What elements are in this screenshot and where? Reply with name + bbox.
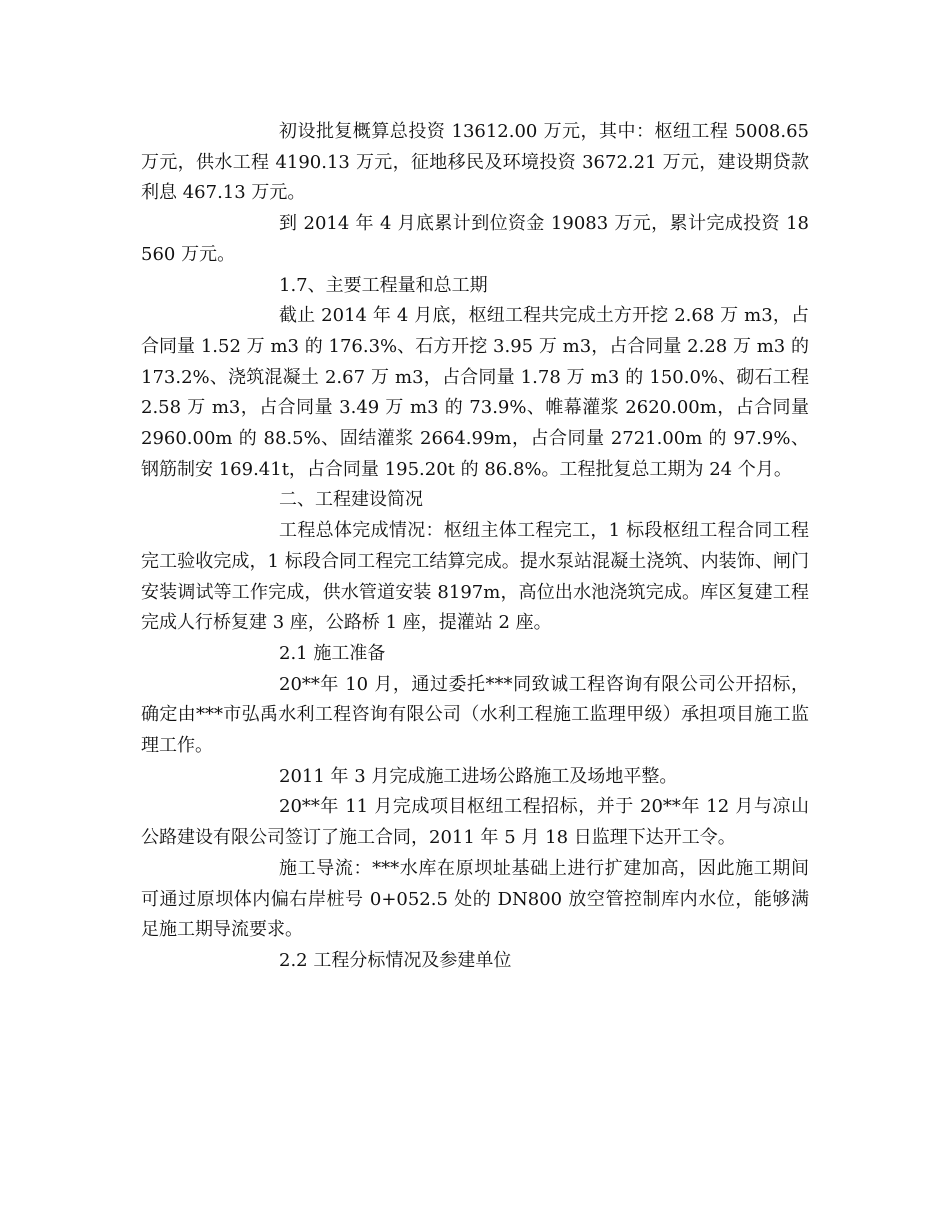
heading-construction-preparation: 2.1 施工准备	[279, 642, 386, 664]
heading-quantities-and-schedule: 1.7、主要工程量和总工期	[279, 274, 488, 296]
heading-tender-sections: 2.2 工程分标情况及参建单位	[279, 949, 512, 971]
paragraph-investment-budget: 初设批复概算总投资 13612.00 万元，其中：枢纽工程 5008.65 万元，供水工程 4190.13 万元，征地移民及环境投资 3672.21 万元，建设期贷款利息 467.13 万元。	[141, 121, 809, 204]
paragraph-work-quantities: 截止 2014 年 4 月底，枢纽工程共完成土方开挖 2.68 万 m3，占合同量 1.52 万 m3 的 176.3%、石方开挖 3.95 万 m3，占合同量 2.28 万 m3 的 173.2%、浇筑混凝土 2.67 万 m3，占合同量 1.78 万 m3 的 150.0%、砌石工程 2.58 万 m3，占合同量 3.49 万 m3 的 73.9%、帷幕灌浆 2620.00m，占合同量 2960.00m 的 88.5%、固结灌浆 2664.99m，占合同量 2721.00m 的 97.9%、钢筋制安 169.41t，占合同量 195.20t 的 86.8%。工程批复总工期为 24 个月。	[141, 305, 809, 480]
paragraph-overall-completion: 工程总体完成情况：枢纽主体工程完工，1 标段枢纽工程合同工程完工验收完成，1 标段合同工程完工结算完成。提水泵站混凝土浇筑、内装饰、闸门安装调试等工作完成，供水管道安装 8197m，高位出水池浇筑完成。库区复建工程完成人行桥复建 3 座，公路桥 1 座，提灌站 2 座。	[141, 520, 809, 634]
paragraph-supervision-tender: 20**年 10 月，通过委托***同致诚工程咨询有限公司公开招标，确定由***市弘禹水利工程咨询有限公司（水利工程施工监理甲级）承担项目施工监理工作。	[141, 673, 809, 757]
paragraph-construction-contract: 20**年 11 月完成项目枢纽工程招标，并于 20**年 12 月与凉山公路建设有限公司签订了施工合同，2011 年 5 月 18 日监理下达开工令。	[141, 796, 809, 849]
heading-construction-overview: 二、工程建设简况	[279, 489, 423, 511]
paragraph-site-road: 2011 年 3 月完成施工进场公路施工及场地平整。	[279, 765, 678, 787]
document-body	[141, 117, 809, 977]
paragraph-diversion: 施工导流：***水库在原坝址基础上进行扩建加高，因此施工期间可通过原坝体内偏右岸桩号 0+052.5 处的 DN800 放空管控制库内水位，能够满足施工期导流要求。	[141, 857, 809, 941]
paragraph-funds-to-date: 到 2014 年 4 月底累计到位资金 19083 万元，累计完成投资 18560 万元。	[141, 213, 809, 265]
